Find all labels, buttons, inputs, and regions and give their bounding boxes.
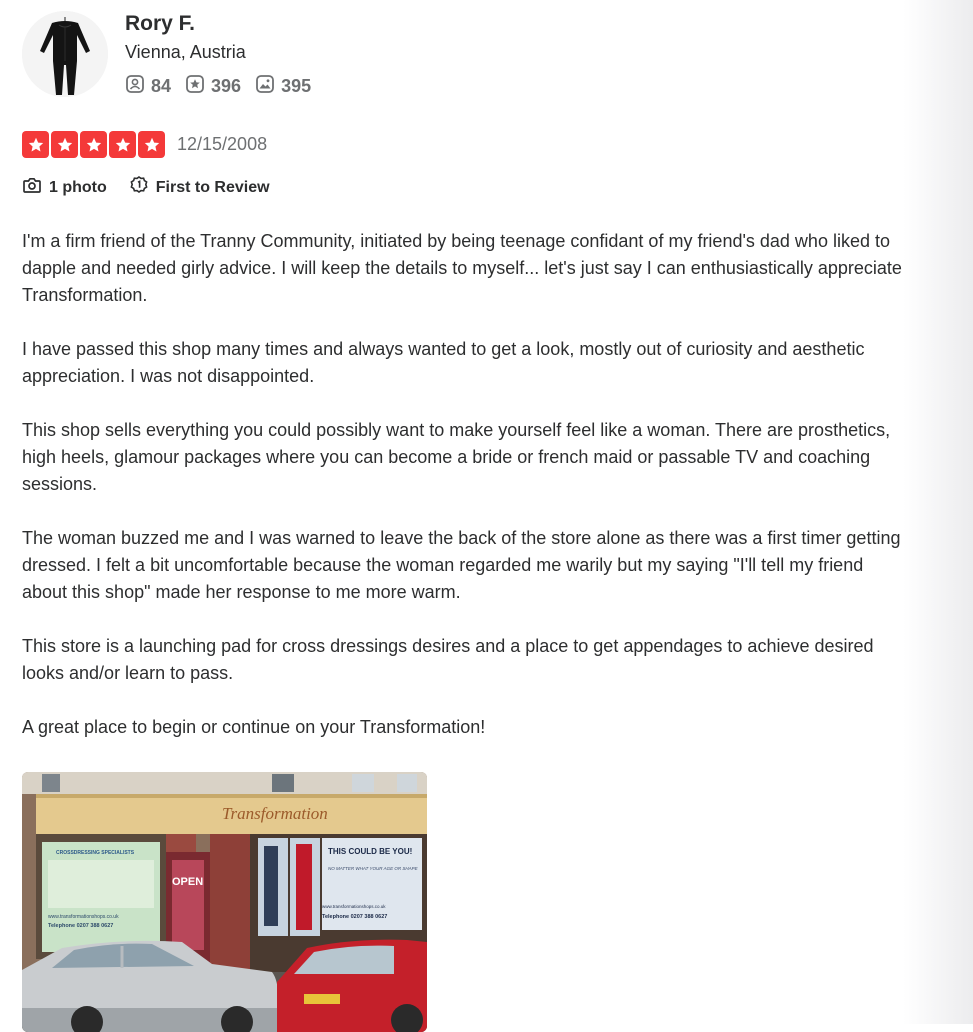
friends-stat [125, 74, 171, 99]
friends-count: 84 [151, 76, 172, 96]
review-paragraph: I have passed this shop many times and always wanted to get a look, mostly out of curiosity and aesthetic appreciation. I was not disappointed. [22, 339, 865, 386]
camera-icon [22, 175, 42, 200]
star-icon [22, 131, 49, 158]
star-icon [80, 131, 107, 158]
left-window-phone: Telephone 0207 388 0627 [48, 923, 114, 929]
photo-count-label: 1 photo [49, 178, 107, 196]
rating-row [22, 131, 267, 158]
user-location: Vienna, Austria [125, 42, 246, 62]
right-window-headline: THIS COULD BE YOU! [328, 847, 413, 856]
review-paragraph: I'm a firm friend of the Tranny Community, initiated by being teenage confidant of my friend's dad who liked to dapple and needed girly advice. I will keep the details to myself... let's just say I can enthusiastically appreciate Transformation. [22, 231, 902, 305]
left-window-site: www.transformationshops.co.uk [48, 914, 119, 920]
reviews-count: 396 [211, 76, 242, 96]
photo-icon [255, 74, 275, 99]
photo-count-link[interactable] [22, 175, 107, 200]
left-window-heading: CROSSDRESSING SPECIALISTS [56, 850, 135, 856]
review-paragraph: This store is a launching pad for cross dressings desires and a place to get appendages to achieve desired looks and/or learn to pass. [22, 636, 874, 683]
right-window-phone: Telephone 0207 388 0627 [322, 914, 388, 920]
reviews-stat [185, 74, 241, 99]
star-icon [138, 131, 165, 158]
first-review-label: First to Review [155, 178, 270, 196]
photos-stat [255, 74, 311, 99]
page-edge-shadow [903, 0, 973, 1024]
first-review-icon [129, 175, 149, 200]
review-body [22, 228, 902, 768]
review-star-icon [185, 74, 205, 99]
review-meta [22, 175, 270, 200]
star-icon [109, 131, 136, 158]
store-sign-text: Transformation [222, 804, 328, 823]
photos-count: 395 [281, 76, 312, 96]
review-paragraph: This shop sells everything you could possibly want to make yourself feel like a woman. There are prosthetics, high heels, glamour packages where you can become a bride or french maid or passable TV and coaching sessions. [22, 420, 891, 494]
user-avatar[interactable] [22, 11, 108, 97]
first-review-badge[interactable] [129, 175, 270, 200]
review-paragraph: The woman buzzed me and I was warned to leave the back of the store alone as there was a first timer getting dressed. I felt a bit uncomfortable because the woman regarded me warily but my saying "I'll tell my friend about this shop" made her response to me more warm. [22, 528, 901, 602]
review-paragraph: A great place to begin or continue on your Transformation! [22, 717, 486, 737]
review-date: 12/15/2008 [177, 134, 268, 154]
star-rating [22, 131, 165, 158]
friends-icon [125, 74, 145, 99]
user-stats [125, 74, 311, 99]
door-open-sign: OPEN [172, 876, 204, 888]
star-icon [51, 131, 78, 158]
user-name[interactable]: Rory F. [125, 12, 196, 35]
right-window-sub: NO MATTER WHAT YOUR AGE OR SHAPE [328, 866, 418, 871]
review-photo[interactable] [22, 772, 427, 1032]
right-window-site: www.transformationshops.co.uk [322, 904, 386, 909]
